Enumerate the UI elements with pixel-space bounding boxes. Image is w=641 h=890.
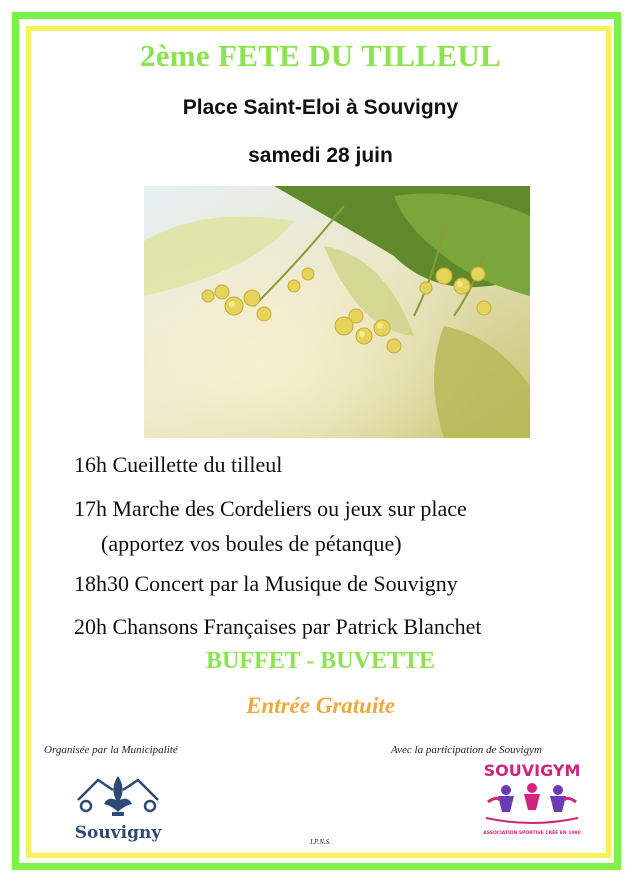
linden-flowers-photo	[144, 186, 530, 438]
organizer-text: Organisée par la Municipalité	[44, 744, 178, 756]
souvigny-logo-text: Souvigny	[74, 823, 162, 843]
souvigym-logo-text: SOUVIGYM	[483, 761, 581, 780]
program-line-4: 20h Chansons Françaises par Patrick Blanchet	[74, 614, 482, 639]
ipns-mention: I.P.N.S.	[310, 838, 331, 846]
souvigny-logo	[68, 760, 168, 850]
souvigym-logo	[476, 756, 588, 842]
participation-text: Avec la participation de Souvigym	[391, 744, 542, 756]
buffet-buvette: BUFFET - BUVETTE	[206, 648, 435, 674]
souvigym-logo-subtext: ASSOCIATION SPORTIVE CRÉÉ EN 1990	[483, 831, 581, 836]
entree-gratuite: Entrée Gratuite	[246, 693, 395, 718]
program-line-2-note: (apportez vos boules de pétanque)	[101, 531, 402, 556]
program-line-3: 18h30 Concert par la Musique de Souvigny	[74, 571, 458, 596]
poster-title: 2ème FETE DU TILLEUL	[139, 38, 502, 73]
event-date: samedi 28 juin	[248, 144, 393, 167]
program-line-2: 17h Marche des Cordeliers ou jeux sur place	[74, 496, 467, 521]
event-place: Place Saint-Eloi à Souvigny	[182, 96, 459, 119]
program-line-1: 16h Cueillette du tilleul	[74, 452, 283, 477]
